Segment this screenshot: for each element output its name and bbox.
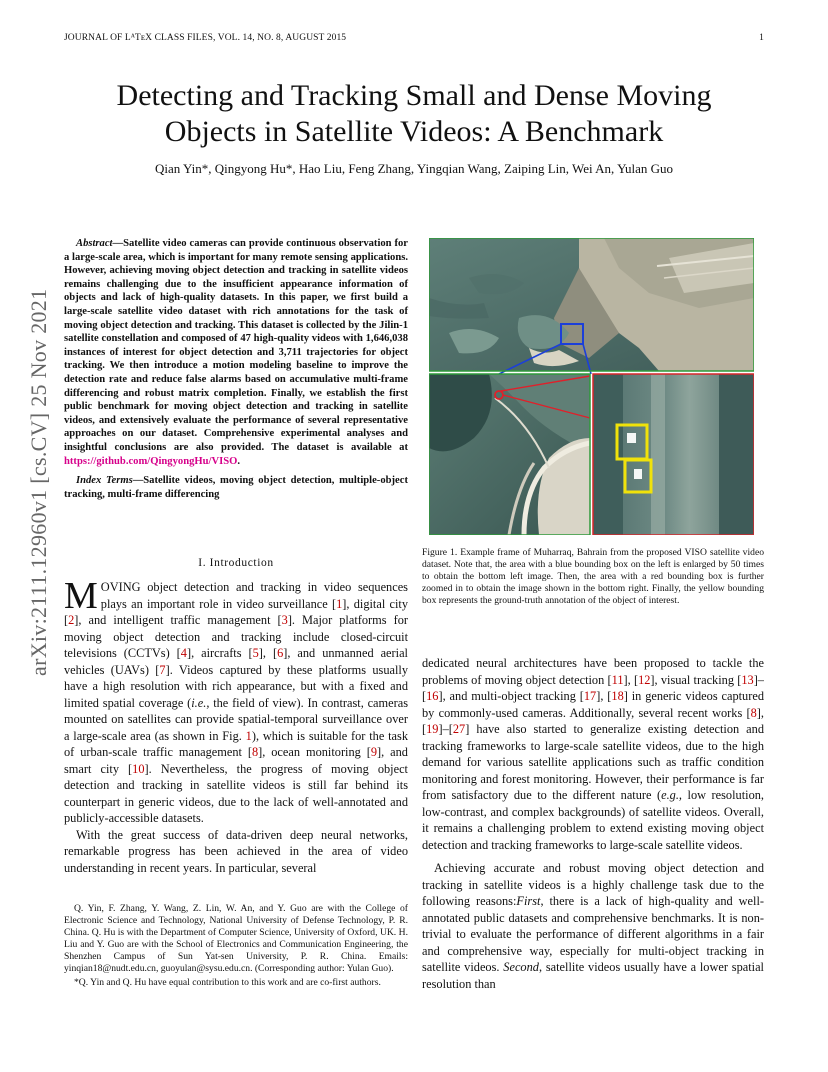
citation[interactable]: 9 [370,745,378,759]
citation[interactable]: 27 [452,722,466,736]
index-terms [64,474,408,501]
citation[interactable]: 18 [611,689,624,703]
zoom-image-right [593,374,754,535]
right-column [422,655,764,992]
citation[interactable]: 17 [583,689,597,703]
index-terms-label: Index Terms [76,475,133,487]
index-terms-text: —Satellite videos, moving object detection, multiple-object tracking, multi-frame differencing [64,475,408,500]
citation[interactable]: 3 [281,613,288,627]
arxiv-watermark: arXiv:2111.12960v1 [cs.CV] 25 Nov 2021 [26,288,51,676]
citation[interactable]: 8 [251,745,259,759]
footnote [64,903,408,991]
citation[interactable]: 5 [252,646,259,660]
figure-caption: Figure 1. Example frame of Muharraq, Bahrain from the proposed VISO satellite video dataset. Note that, the area with a blue bounding box on the left is enlarged by 50 times to obtain the bottom left image. Then, the area with a red bounding box is further zoomed in to obtain the image shown in the bottom right. Finally, the yellow bounding box represents the ground-truth annotation of the object of interest. [422,547,764,606]
overview-image [429,238,754,374]
intro-paragraph-2: With the great success of data-driven deep neural networks, remarkable progress has been achieved in the area of video understanding in recent years. In particular, several [64,827,408,875]
citation[interactable]: 4 [180,646,187,660]
citation[interactable]: 8 [750,705,757,720]
citation[interactable]: 19 [426,722,439,736]
drop-cap: M [64,575,98,617]
citation[interactable]: 1 [336,596,343,611]
figure-1 [429,238,754,535]
intro-column [64,575,408,876]
title-line-1: Detecting and Tracking Small and Dense Moving [116,79,712,112]
citation[interactable]: 2 [68,613,75,627]
section-heading: I. Introduction [198,557,274,569]
abstract-text: —Satellite video cameras can provide continuous observation for a large-scale area, which is important for many remote sensing applications. However, achieving moving object detection and tracking in satellite videos remains challenging due to the insufficient appearance information of objects and lack of high-quality datasets. In this paper, we first build a large-scale satellite video dataset with rich annotations for the task of moving object detection and tracking. This dataset is collected by the Jilin-1 satellite constellation and composed of 47 high-quality videos with 1,646,038 instances of interest for object detection and 3,711 trajectories for object tracking. We then introduce a motion modeling baseline to improve the detection rate and reduce false alarms based on accumulative multi-frame differencing and robust matrix completion. Finally, we establish the first public benchmark for moving object detection and tracking in satellite videos, and extensively evaluate the performance of several representative approaches on our dataset. Comprehensive experimental analyses and insightful conclusions are also provided. The dataset is available at [64,238,408,453]
dataset-link[interactable]: https://github.com/QingyongHu/VISO [64,455,238,467]
right-paragraph-1: dedicated neural architectures have been proposed to tackle the problems of moving object detection [11], [12], visual tracking [13]–[16], and multi-object tracking [17], [18] in generic videos captured by commonly-used cameras. Additionally, several recent works [8], [19]–[27] have also started to generalize existing detection and tracking frameworks to large-scale satellite videos, due to the high demand for various satellite applications such as traffic condition monitoring and forest monitoring. However, their performance is far from satisfactory due to the different nature (e.g., low resolution, low-contrast, and complex backgrounds) of satellite videos. Overall, it remains a challenging problem to extend existing moving object detection and tracking frameworks to large-scale satellite videos. [422,656,764,852]
citation[interactable]: 7 [159,662,166,677]
abstract-label: Abstract [76,238,113,249]
journal-name: JOURNAL OF LᴬTᴇX CLASS FILES, VOL. 14, NO. 8, AUGUST 2015 [64,33,347,43]
abstract: Abstract—Satellite video cameras can provide continuous observation for a large-scale area, which is important for many remote sensing applications. However, achieving moving object detection and tracking in satellite videos remains challenging due to the insufficient appearance information of objects and lack of high-quality datasets. In this paper, we first build a large-scale satellite video dataset with rich annotations for the task of moving object detection and tracking. This dataset is collected by the Jilin-1 satellite constellation and composed of 47 high-quality videos with 1,646,038 instances of interest for object detection and 3,711 trajectories for object tracking. We then introduce a motion modeling baseline to improve the detection rate and reduce false alarms based on accumulative multi-frame differencing and robust matrix completion. Finally, we establish the first public benchmark for moving object detection and tracking in satellite videos, and extensively evaluate the performance of several representative approaches on our dataset. Comprehensive experimental analyses and insightful conclusions are also provided. The dataset is available at https://github.com/QingyongHu/VISO. Index Terms—Satellite videos, moving object detection, multiple-object tracking, multi-frame differencing [64,238,408,500]
title-line-2: Objects in Satellite Videos: A Benchmark [164,115,664,148]
citation[interactable]: 13 [741,672,754,687]
intro-paragraph-1: MOVING object detection and tracking in video sequences plays an important role in video surveillance [1], digital city [2], and intelligent traffic management [3]. Major platforms for moving object detection and tracking include closed-circuit televisions (CCTVs) [4], aircrafts [5], [6], and unmanned aerial vehicles (UAVs) [7]. Videos captured by these platforms usually have a high resolution with rich appearance, but with a fixed and limited spatial coverage (i.e., the field of view). In contrast, cameras mounted on satellites can provide spatial-temporal surveillance over a large-scale area (as shown in Fig. 1), which is suitable for the task of urban-scale traffic management [8], ocean monitoring [9], and smart city [10]. Nevertheless, the progress of moving object detection and tracking in satellite videos is still far behind its counterpart in generic videos, due to the lack of well-annotated and publicly-accessible datasets. [64,575,408,825]
citation[interactable]: 12 [638,672,651,687]
citation[interactable]: 10 [132,761,145,776]
author-list: Qian Yin*, Qingyong Hu*, Hao Liu, Feng Zhang, Yingqian Wang, Zaiping Lin, Wei An, Yulan Guo [154,161,674,176]
footnote-equal-contribution: *Q. Yin and Q. Hu have equal contribution to this work and are co-first authors. [74,977,381,988]
citation[interactable]: 11 [611,672,624,687]
page-number: 1 [759,33,764,43]
satellite-figure [429,238,754,535]
running-header [64,33,764,43]
citation[interactable]: 6 [277,646,284,660]
paper-title [64,78,764,150]
zoom-image-left [429,374,590,535]
figure-ref[interactable]: 1 [245,728,252,743]
citation[interactable]: 16 [426,689,439,703]
footnote-affiliations: Q. Yin, F. Zhang, Y. Wang, Z. Lin, W. An, and Y. Guo are with the College of Electronic Science and Technology, National University of Defense Technology, P. R. China. Q. Hu is with the Department of Computer Science, University of Oxford, UK. H. Liu and Y. Guo are with the School of Electronics and Communication Engineering, the Shenzhen Campus of Sun Yat-sen University, P. R. China. Emails: yinqian18@nudt.edu.cn, guoyulan@sysu.edu.cn. (Corresponding author: Yulan Guo). [64,903,408,974]
right-paragraph-2: Achieving accurate and robust moving object detection and tracking in satellite videos is a highly challenge task due to the following reasons:First, there is a lack of high-quality and well-annotated public datasets and comprehensive benchmarks. It is non-trivial to evaluate the performance of different algorithms in a fair and comprehensive way, especially for multi-object tracking in satellite videos. Second, satellite videos usually have a lower spatial resolution than [422,861,764,991]
